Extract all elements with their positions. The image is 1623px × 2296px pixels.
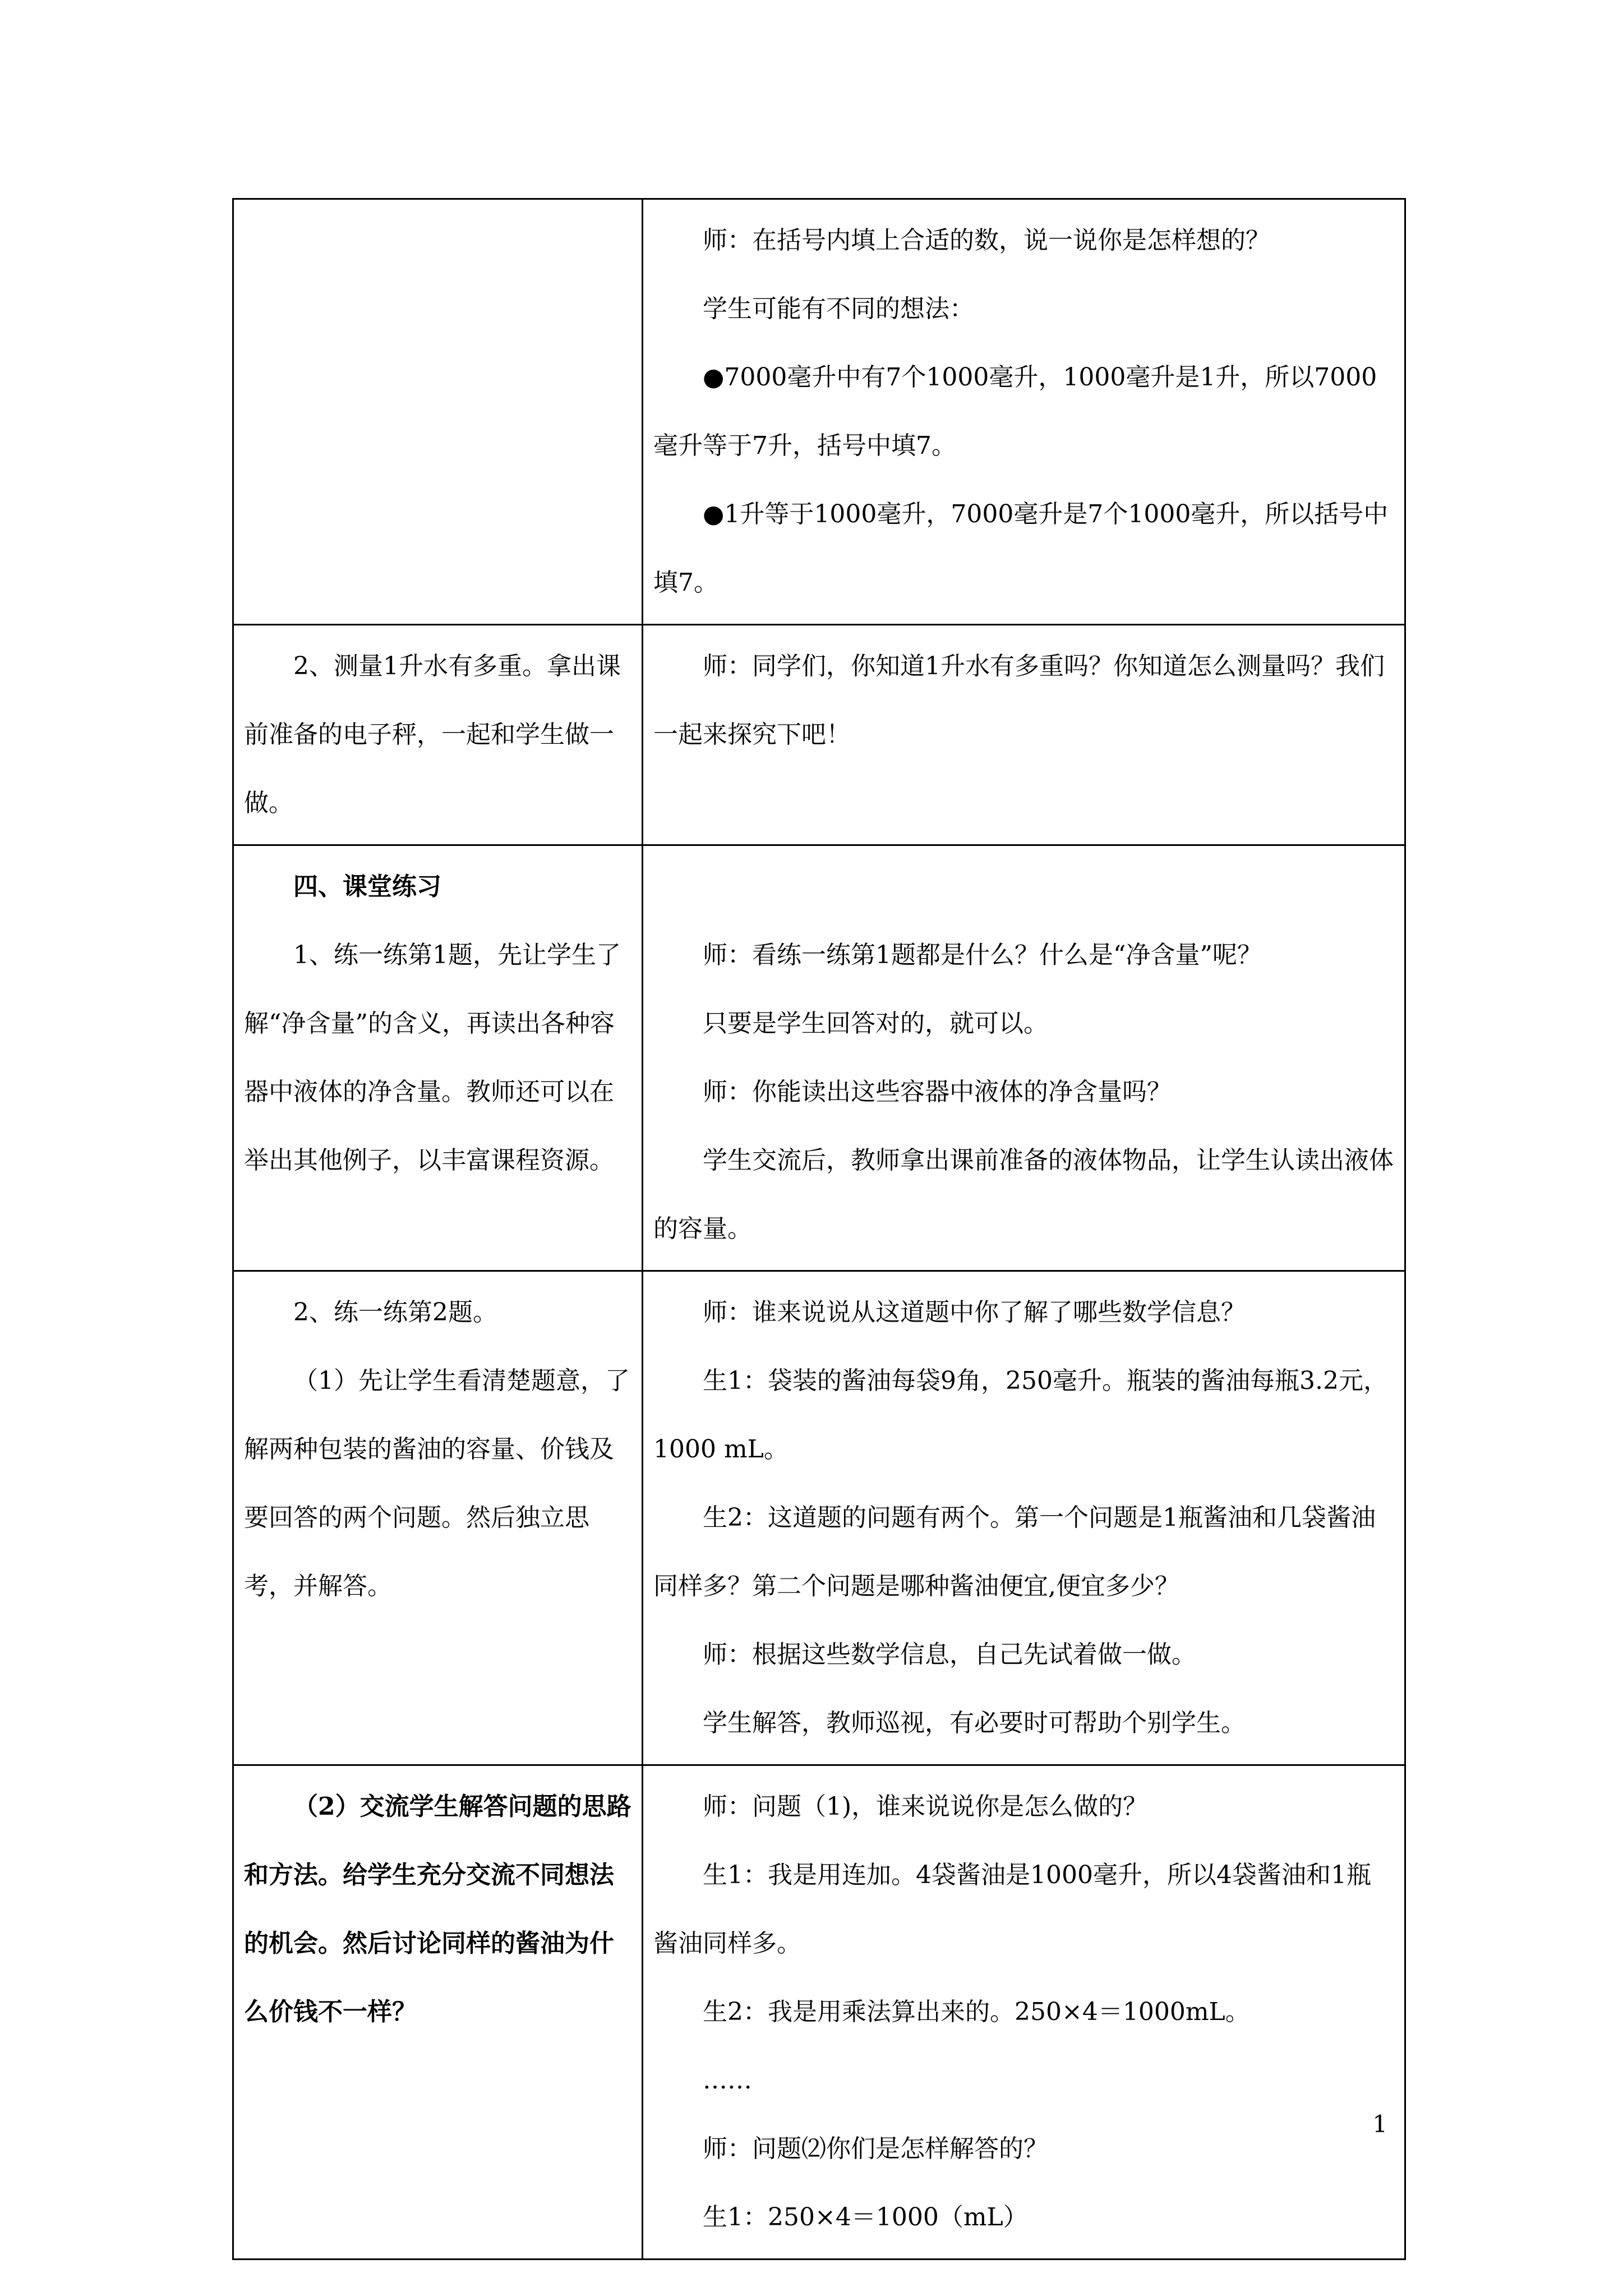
cell-paragraph: 师：在括号内填上合适的数，说一说你是怎样想的？ <box>703 226 1270 255</box>
cell-paragraph: 师：问题⑵你们是怎样解答的？ <box>703 2134 1048 2163</box>
section-heading: 四、课堂练习 <box>293 872 441 901</box>
cell-paragraph: 2、测量1升水有多重。拿出课前准备的电子秤，一起和学生做一做。 <box>244 652 621 817</box>
lesson-plan-table <box>232 198 1406 2260</box>
cell-paragraph: ●1升等于1000毫升，7000毫升是7个1000毫升，所以括号中填7。 <box>653 500 1389 597</box>
left-cell <box>233 1271 643 1765</box>
table-row <box>233 625 1405 845</box>
cell-paragraph: 生1：我是用连加。4袋酱油是1000毫升，所以4袋酱油和1瓶酱油同样多。 <box>653 1861 1371 1958</box>
cell-paragraph: 2、练一练第2题。 <box>293 1298 497 1327</box>
cell-paragraph: ●7000毫升中有7个1000毫升，1000毫升是1升，所以7000毫升等于7升，括号中填7。 <box>653 363 1377 460</box>
table-row <box>233 199 1405 625</box>
cell-paragraph: 师：同学们，你知道1升水有多重吗？你知道怎么测量吗？我们一起来探究下吧！ <box>653 652 1385 749</box>
cell-paragraph: 师：看练一练第1题都是什么？什么是“净含量”呢？ <box>703 941 1262 969</box>
table-row <box>233 845 1405 1271</box>
cell-paragraph: 生1：250×4＝1000（mL） <box>703 2203 1028 2231</box>
cell-paragraph: 只要是学生回答对的，就可以。 <box>703 1009 1048 1038</box>
cell-paragraph: 学生解答，教师巡视，有必要时可帮助个别学生。 <box>703 1709 1246 1737</box>
cell-paragraph: 生2：这道题的问题有两个。第一个问题是1瓶酱油和几袋酱油同样多？第二个问题是哪种酱油便宜,便宜多少？ <box>653 1503 1376 1600</box>
cell-paragraph: 师：谁来说说从这道题中你了解了哪些数学信息？ <box>703 1298 1246 1327</box>
cell-paragraph: 生1：袋装的酱油每袋9角，250毫升。瓶装的酱油每瓶3.2元，1000 mL。 <box>653 1366 1388 1464</box>
cell-paragraph: 学生可能有不同的想法： <box>703 295 974 323</box>
right-cell <box>643 1765 1405 2260</box>
left-cell <box>233 199 643 625</box>
cell-paragraph: 师：你能读出这些容器中液体的净含量吗？ <box>703 1078 1172 1106</box>
right-cell <box>643 625 1405 845</box>
cell-paragraph: …… <box>703 2066 752 2095</box>
cell-paragraph: 生2：我是用乘法算出来的。250×4＝1000mL。 <box>703 1998 1250 2026</box>
cell-paragraph: 1、练一练第1题，先让学生了解“净含量”的含义，再读出各种容器中液体的净含量。教师还可以在举出其他例子，以丰富课程资源。 <box>244 941 621 1175</box>
page-number: 1 <box>1372 2110 1387 2138</box>
cell-paragraph: （2）交流学生解答问题的思路和方法。给学生充分交流不同想法的机会。然后讨论同样的酱油为什么价钱不一样？ <box>244 1792 631 2026</box>
cell-paragraph: 师：根据这些数学信息，自己先试着做一做。 <box>703 1640 1196 1669</box>
left-cell <box>233 1765 643 2260</box>
table-row <box>233 1271 1405 1765</box>
cell-paragraph: 学生交流后，教师拿出课前准备的液体物品，让学生认读出液体的容量。 <box>653 1146 1394 1243</box>
cell-paragraph: 师：问题（1)，谁来说说你是怎么做的？ <box>703 1792 1148 1821</box>
right-cell <box>643 199 1405 625</box>
right-cell <box>643 1271 1405 1765</box>
right-cell <box>643 845 1405 1271</box>
left-cell <box>233 625 643 845</box>
table-row <box>233 1765 1405 2260</box>
cell-paragraph: （1）先让学生看清楚题意，了解两种包装的酱油的容量、价钱及要回答的两个问题。然后独立思考，并解答。 <box>244 1366 630 1600</box>
left-cell <box>233 845 643 1271</box>
